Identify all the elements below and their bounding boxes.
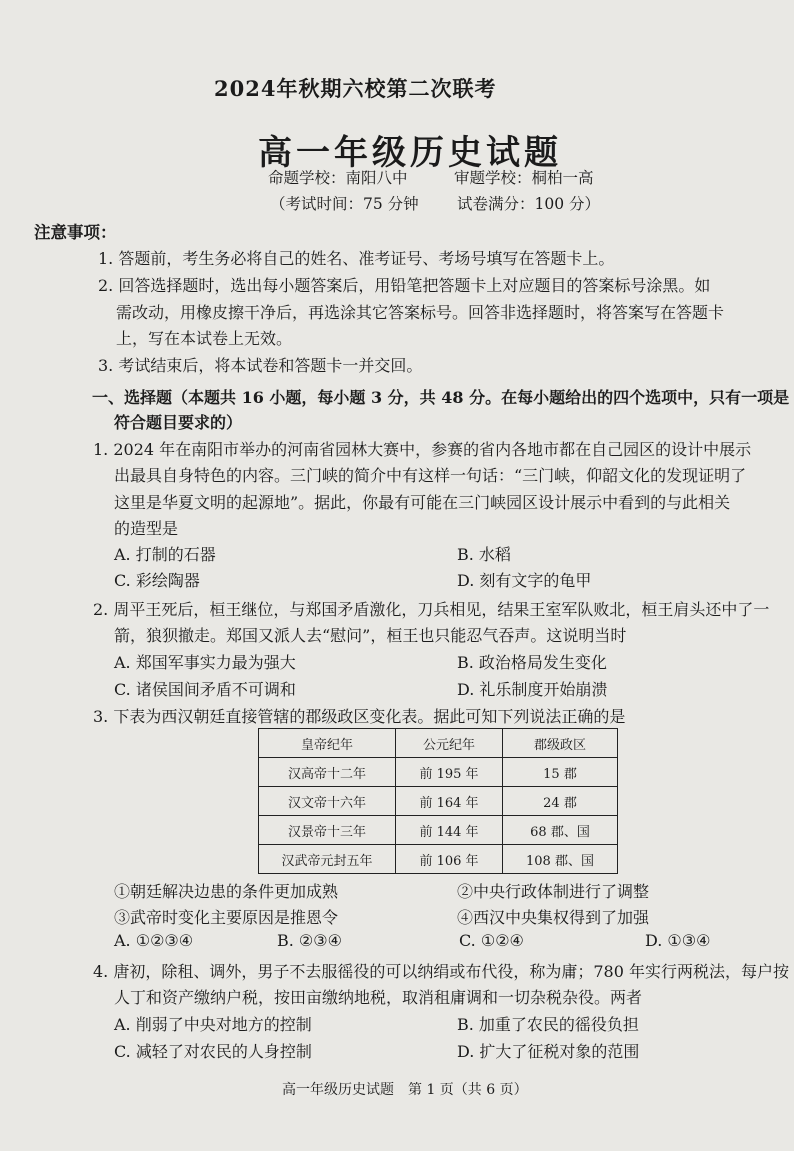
- full-score: 试卷满分：100 分）: [457, 195, 601, 213]
- q2-option-c: C. 诸侯国间矛盾不可调和: [114, 680, 296, 699]
- q1-option-b: B. 水稻: [457, 545, 511, 564]
- q3-statement-4: ④西汉中央集权得到了加强: [457, 908, 650, 927]
- table-row: [259, 758, 618, 787]
- table-cell: 68 郡、国: [503, 816, 618, 845]
- table-cell: 前 195 年: [396, 758, 503, 787]
- table-cell: 前 106 年: [396, 845, 503, 874]
- q3-option-a: A. ①②③④: [114, 931, 194, 950]
- q3-statement-2: ②中央行政体制进行了调整: [457, 882, 650, 901]
- q4-stem: 4. 唐初，除租、调外，男子不去服徭役的可以纳绢或布代役，称为庸；780 年实行两税法，每户按: [93, 962, 789, 981]
- q2-option-d: D. 礼乐制度开始崩溃: [457, 680, 608, 699]
- q3-option-b: B. ②③④: [277, 931, 342, 950]
- q4-option-d: D. 扩大了征税对象的范围: [457, 1042, 640, 1061]
- q2-option-a: A. 郑国军事实力最为强大: [114, 653, 296, 672]
- section-heading: 一、选择题（本题共 16 小题，每小题 3 分，共 48 分。在每小题给出的四个选项中，只有一项是: [92, 388, 790, 407]
- table-row: [259, 845, 618, 874]
- table-cell: 汉高帝十二年: [259, 758, 396, 787]
- table-cell: 24 郡: [503, 787, 618, 816]
- q3-option-d: D. ①③④: [645, 931, 711, 950]
- table-cell: 15 郡: [503, 758, 618, 787]
- note-line: 上，写在本试卷上无效。: [116, 329, 293, 348]
- q4-stem: 人丁和资产缴纳户税，按田亩缴纳地税，取消租庸调和一切杂税杂役。两者: [114, 988, 643, 1007]
- q3-stem: 3. 下表为西汉朝廷直接管辖的郡级政区变化表。据此可知下列说法正确的是: [93, 707, 626, 726]
- q2-stem: 2. 周平王死后，桓王继位，与郑国矛盾激化，刀兵相见，结果王室军队败北，桓王肩头还中了一: [93, 600, 770, 619]
- page-footer: 高一年级历史试题 第 1 页（共 6 页）: [282, 1082, 528, 1098]
- table-header-row: [259, 729, 618, 758]
- exam-time: （考试时间：75 分钟: [270, 195, 419, 213]
- q1-option-a: A. 打制的石器: [114, 545, 216, 564]
- q3-statement-1: ①朝廷解决边患的条件更加成熟: [114, 882, 339, 901]
- table-row: [259, 787, 618, 816]
- q1-stem: 这里是华夏文明的起源地”。据此，你最有可能在三门峡园区设计展示中看到的与此相关: [114, 493, 731, 512]
- setter-school: 命题学校：南阳八中: [268, 169, 408, 187]
- note-line: 3. 考试结束后，将本试卷和答题卡一并交回。: [98, 356, 423, 375]
- q3-statement-3: ③武帝时变化主要原因是推恩令: [114, 908, 339, 927]
- q1-option-c: C. 彩绘陶器: [114, 571, 200, 590]
- table-cell: 前 144 年: [396, 816, 503, 845]
- q4-option-c: C. 减轻了对农民的人身控制: [114, 1042, 312, 1061]
- note-line: 需改动，用橡皮擦干净后，再选涂其它答案标号。回答非选择题时，将答案写在答题卡: [116, 303, 725, 322]
- table-cell: 前 164 年: [396, 787, 503, 816]
- q1-stem: 1. 2024 年在南阳市举办的河南省园林大赛中，参赛的省内各地市都在自己园区的设计中展示: [93, 440, 752, 459]
- reviewer-school: 审题学校：桐柏一高: [454, 169, 594, 187]
- table-header: 皇帝纪年: [259, 729, 396, 758]
- exam-name: 2024年秋期六校第二次联考: [214, 76, 497, 101]
- note-line: 2. 回答选择题时，选出每小题答案后，用铅笔把答题卡上对应题目的答案标号涂黑。如: [98, 276, 711, 295]
- table-row: [259, 816, 618, 845]
- table-header: 郡级政区: [503, 729, 618, 758]
- table-cell: 汉景帝十三年: [259, 816, 396, 845]
- q4-option-b: B. 加重了农民的徭役负担: [457, 1015, 639, 1034]
- notes-title: 注意事项：: [34, 223, 117, 242]
- q3-option-c: C. ①②④: [459, 931, 524, 950]
- note-line: 1. 答题前，考生务必将自己的姓名、准考证号、考场号填写在答题卡上。: [98, 249, 615, 268]
- table-cell: 汉文帝十六年: [259, 787, 396, 816]
- page-title: 高一年级历史试题: [258, 133, 562, 173]
- table-cell: 108 郡、国: [503, 845, 618, 874]
- q1-option-d: D. 刻有文字的龟甲: [457, 571, 592, 590]
- q2-stem: 箭，狼狈撤走。郑国又派人去“慰问”，桓王也只能忍气吞声。这说明当时: [114, 626, 627, 645]
- table-header: 公元纪年: [396, 729, 503, 758]
- q2-option-b: B. 政治格局发生变化: [457, 653, 607, 672]
- q1-stem: 的造型是: [114, 519, 179, 538]
- section-heading-cont: 符合题目要求的）: [114, 413, 243, 432]
- county-change-table: [258, 728, 618, 874]
- table-cell: 汉武帝元封五年: [259, 845, 396, 874]
- q1-stem: 出最具自身特色的内容。三门峡的简介中有这样一句话：“三门峡，仰韶文化的发现证明了: [114, 466, 747, 485]
- q4-option-a: A. 削弱了中央对地方的控制: [114, 1015, 312, 1034]
